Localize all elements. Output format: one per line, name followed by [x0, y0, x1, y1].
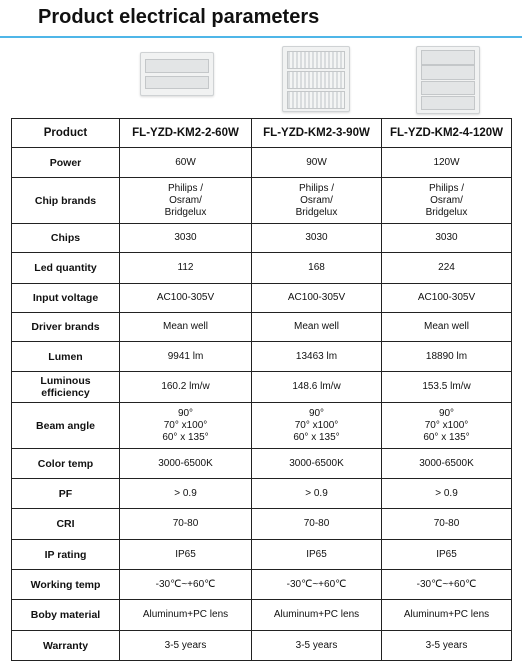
cell-line: 60° x 135°: [423, 431, 470, 443]
cell-line: 90°: [438, 407, 455, 419]
table-row: [12, 313, 512, 342]
product-image-90w: [282, 46, 350, 112]
table-row: [12, 224, 512, 253]
table-row: [12, 540, 512, 570]
table-row: [12, 342, 512, 372]
cell-line: Bridgelux: [164, 206, 207, 218]
row-label-led-quantity: Led quantity: [12, 253, 120, 284]
header-product: Product: [12, 119, 120, 148]
cell-luminous-efficiency-90w: 148.6 lm/w: [252, 372, 382, 403]
cell-boby-material-90w: Aluminum+PC lens: [252, 600, 382, 631]
cell-beam-angle-90w: [252, 403, 382, 449]
cell-ip-rating-120w: IP65: [382, 540, 512, 570]
cell-chip-brands-90w: [252, 178, 382, 224]
row-label-color-temp: Color temp: [12, 449, 120, 479]
row-label-driver-brands: Driver brands: [12, 313, 120, 342]
cell-line: Philips /: [428, 182, 464, 194]
cell-luminous-efficiency-120w: 153.5 lm/w: [382, 372, 512, 403]
row-label-boby-material: Boby material: [12, 600, 120, 631]
cell-ip-rating-90w: IP65: [252, 540, 382, 570]
cell-lumen-60w: 9941 lm: [120, 342, 252, 372]
cell-chips-90w: 3030: [252, 224, 382, 253]
page-title: Product electrical parameters: [38, 6, 320, 28]
product-images: [0, 42, 522, 118]
cell-color-temp-90w: 3000-6500K: [252, 449, 382, 479]
cell-ip-rating-60w: IP65: [120, 540, 252, 570]
row-label-input-voltage: Input voltage: [12, 284, 120, 313]
row-label-working-temp: Working temp: [12, 570, 120, 600]
cell-working-temp-120w: -30℃~+60℃: [382, 570, 512, 600]
cell-line: Osram/: [430, 194, 463, 206]
table-row: [12, 449, 512, 479]
cell-line: Philips /: [167, 182, 203, 194]
cell-line: 70° x100°: [163, 419, 208, 431]
row-label-cri: CRI: [12, 509, 120, 540]
cell-cri-120w: 70-80: [382, 509, 512, 540]
table-row: [12, 570, 512, 600]
cell-cri-90w: 70-80: [252, 509, 382, 540]
cell-line: 60° x 135°: [162, 431, 209, 443]
cell-led-quantity-60w: 112: [120, 253, 252, 284]
cell-chip-brands-60w: [120, 178, 252, 224]
cell-pf-120w: > 0.9: [382, 479, 512, 509]
cell-line: Bridgelux: [425, 206, 468, 218]
header-model-60w: FL-YZD-KM2-2-60W: [120, 119, 252, 148]
cell-pf-90w: > 0.9: [252, 479, 382, 509]
row-label-beam-angle: Beam angle: [12, 403, 120, 449]
cell-warranty-120w: 3-5 years: [382, 631, 512, 661]
cell-line: 70° x100°: [294, 419, 339, 431]
cell-luminous-efficiency-60w: 160.2 lm/w: [120, 372, 252, 403]
cell-chips-120w: 3030: [382, 224, 512, 253]
table-row: [12, 372, 512, 403]
header-model-120w: FL-YZD-KM2-4-120W: [382, 119, 512, 148]
table-row: [12, 253, 512, 284]
title-divider: [0, 36, 522, 38]
cell-input-voltage-60w: AC100-305V: [120, 284, 252, 313]
cell-warranty-60w: 3-5 years: [120, 631, 252, 661]
product-image-120w: [416, 46, 480, 114]
product-image-60w: [140, 52, 214, 96]
cell-line: Osram/: [300, 194, 333, 206]
cell-power-120w: 120W: [382, 148, 512, 178]
cell-line: 60° x 135°: [293, 431, 340, 443]
cell-pf-60w: > 0.9: [120, 479, 252, 509]
cell-line: Osram/: [169, 194, 202, 206]
cell-driver-brands-60w: Mean well: [120, 313, 252, 342]
cell-lumen-90w: 13463 lm: [252, 342, 382, 372]
row-label-luminous-efficiency: [12, 372, 120, 403]
row-label-chips: Chips: [12, 224, 120, 253]
header-model-90w: FL-YZD-KM2-3-90W: [252, 119, 382, 148]
table-row: [12, 403, 512, 449]
cell-beam-angle-60w: [120, 403, 252, 449]
cell-line: Philips /: [298, 182, 334, 194]
table-row: [12, 284, 512, 313]
spec-table: [11, 118, 512, 661]
cell-line: 90°: [177, 407, 194, 419]
cell-chip-brands-120w: [382, 178, 512, 224]
cell-line: 70° x100°: [424, 419, 469, 431]
cell-warranty-90w: 3-5 years: [252, 631, 382, 661]
table-row: [12, 479, 512, 509]
cell-chips-60w: 3030: [120, 224, 252, 253]
table-row: [12, 178, 512, 224]
row-label-lumen: Lumen: [12, 342, 120, 372]
row-label-warranty: Warranty: [12, 631, 120, 661]
row-label-power: Power: [12, 148, 120, 178]
cell-line: Luminous: [40, 375, 91, 387]
cell-led-quantity-90w: 168: [252, 253, 382, 284]
cell-driver-brands-90w: Mean well: [252, 313, 382, 342]
cell-color-temp-120w: 3000-6500K: [382, 449, 512, 479]
cell-boby-material-120w: Aluminum+PC lens: [382, 600, 512, 631]
table-row: [12, 631, 512, 661]
cell-power-60w: 60W: [120, 148, 252, 178]
cell-line: efficiency: [41, 387, 90, 399]
table-header-row: [12, 119, 512, 148]
cell-working-temp-90w: -30℃~+60℃: [252, 570, 382, 600]
cell-line: Bridgelux: [295, 206, 338, 218]
row-label-pf: PF: [12, 479, 120, 509]
cell-beam-angle-120w: [382, 403, 512, 449]
cell-line: 90°: [308, 407, 325, 419]
table-row: [12, 148, 512, 178]
cell-power-90w: 90W: [252, 148, 382, 178]
row-label-chip-brands: Chip brands: [12, 178, 120, 224]
cell-cri-60w: 70-80: [120, 509, 252, 540]
row-label-ip-rating: IP rating: [12, 540, 120, 570]
cell-color-temp-60w: 3000-6500K: [120, 449, 252, 479]
cell-input-voltage-120w: AC100-305V: [382, 284, 512, 313]
cell-working-temp-60w: -30℃~+60℃: [120, 570, 252, 600]
table-row: [12, 600, 512, 631]
cell-input-voltage-90w: AC100-305V: [252, 284, 382, 313]
cell-led-quantity-120w: 224: [382, 253, 512, 284]
table-row: [12, 509, 512, 540]
cell-lumen-120w: 18890 lm: [382, 342, 512, 372]
cell-driver-brands-120w: Mean well: [382, 313, 512, 342]
cell-boby-material-60w: Aluminum+PC lens: [120, 600, 252, 631]
